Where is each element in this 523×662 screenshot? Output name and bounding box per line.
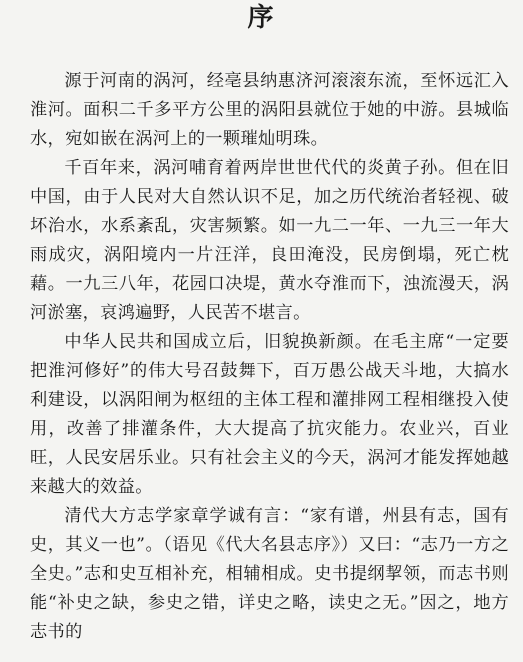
- paragraph: 千百年来，涡河哺育着两岸世世代代的炎黄子孙。但在旧中国，由于人民对大自然认识不足，加之历代统治者轻视、破坏治水，水系紊乱，灾害频繁。如一九二一年、一九三一年大雨成灾，涡阳境内一片汪洋，良田淹没，民房倒塌，死亡枕藉。一九三八年，花园口决堤，黄水夺淮而下，浊流漫天，涡河淤塞，哀鸿遍野，人民苦不堪言。: [30, 158, 509, 323]
- paragraph: 源于河南的涡河，经亳县纳惠济河滚滚东流，至怀远汇入淮河。面积二千多平方公里的涡阳县就位于她的中游。县城临水，宛如嵌在涡河上的一颗璀灿明珠。: [30, 71, 509, 149]
- paragraph: 清代大方志学家章学诚有言：“家有谱，州县有志，国有史，其义一也”。（语见《代大名县志序》）又曰：“志乃一方之全史。”志和史互相补充，相辅相成。史书提纲挈领，而志书则能“补史之缺，参史之错，详史之略，读史之无。”因之，地方志书的: [30, 506, 509, 642]
- page-title: 序: [247, 3, 276, 33]
- paragraph: 中华人民共和国成立后，旧貌换新颜。在毛主席“一定要把淮河修好”的伟大号召鼓舞下，百万愚公战天斗地，大搞水利建设，以涡阳闸为枢纽的主体工程和灌排网工程相继投入使用，改善了排灌条件，大大提高了抗灾能力。农业兴，百业旺，人民安居乐业。只有社会主义的今天，涡河才能发挥她越来越大的效益。: [30, 332, 509, 497]
- preface-body: [30, 67, 509, 647]
